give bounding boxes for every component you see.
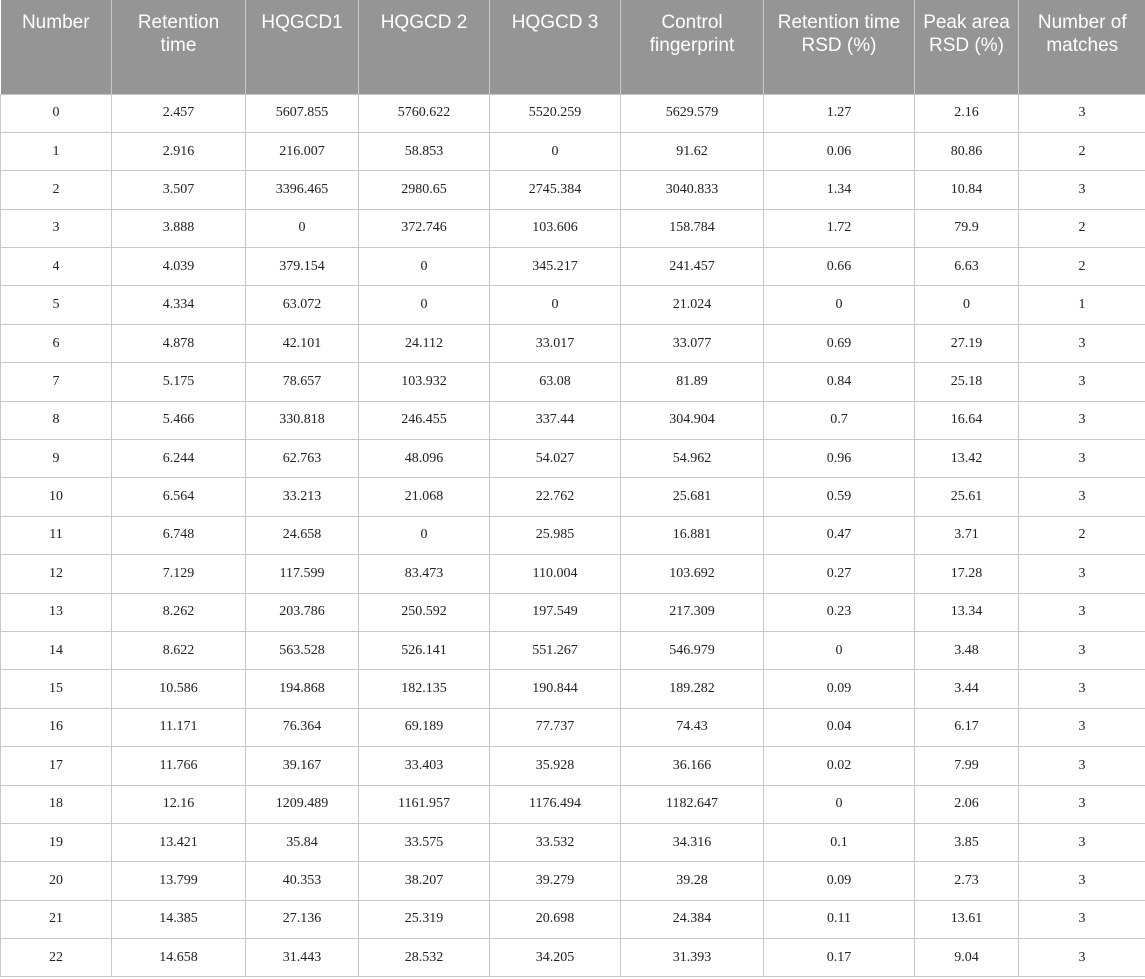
table-cell: 11.171 bbox=[112, 708, 246, 746]
table-cell: 13.42 bbox=[915, 440, 1019, 478]
table-cell: 69.189 bbox=[359, 708, 490, 746]
table-cell: 5760.622 bbox=[359, 94, 490, 132]
table-cell: 33.077 bbox=[621, 324, 764, 362]
table-cell: 2 bbox=[1019, 516, 1145, 554]
table-cell: 246.455 bbox=[359, 401, 490, 439]
table-cell: 2.16 bbox=[915, 94, 1019, 132]
table-row bbox=[1, 286, 1145, 324]
table-cell: 81.89 bbox=[621, 363, 764, 401]
column-header: Peak area RSD (%) bbox=[915, 0, 1019, 94]
table-cell: 194.868 bbox=[246, 670, 359, 708]
table-cell: 13.61 bbox=[915, 900, 1019, 938]
table-cell: 3 bbox=[1019, 171, 1145, 209]
table-cell: 189.282 bbox=[621, 670, 764, 708]
table-cell: 28.532 bbox=[359, 939, 490, 977]
table-row bbox=[1, 785, 1145, 823]
table-cell: 35.928 bbox=[490, 747, 621, 785]
table-cell: 3 bbox=[1019, 708, 1145, 746]
table-cell: 20 bbox=[1, 862, 112, 900]
table-cell: 337.44 bbox=[490, 401, 621, 439]
table-cell: 0.84 bbox=[764, 363, 915, 401]
table-body bbox=[1, 94, 1145, 977]
table-cell: 80.86 bbox=[915, 132, 1019, 170]
table-cell: 15 bbox=[1, 670, 112, 708]
table-cell: 8 bbox=[1, 401, 112, 439]
table-cell: 526.141 bbox=[359, 631, 490, 669]
table-cell: 304.904 bbox=[621, 401, 764, 439]
table-cell: 3 bbox=[1019, 363, 1145, 401]
table-cell: 216.007 bbox=[246, 132, 359, 170]
table-cell: 203.786 bbox=[246, 593, 359, 631]
table-cell: 3.71 bbox=[915, 516, 1019, 554]
table-cell: 3 bbox=[1019, 440, 1145, 478]
table-header bbox=[1, 0, 1145, 94]
table-cell: 10.84 bbox=[915, 171, 1019, 209]
table-cell: 39.28 bbox=[621, 862, 764, 900]
table-cell: 40.353 bbox=[246, 862, 359, 900]
table-cell: 2.916 bbox=[112, 132, 246, 170]
table-cell: 0.7 bbox=[764, 401, 915, 439]
table-cell: 0.66 bbox=[764, 248, 915, 286]
table-cell: 0.69 bbox=[764, 324, 915, 362]
table-cell: 345.217 bbox=[490, 248, 621, 286]
table-cell: 1161.957 bbox=[359, 785, 490, 823]
table-cell: 24.384 bbox=[621, 900, 764, 938]
table-cell: 0.11 bbox=[764, 900, 915, 938]
table-cell: 7.129 bbox=[112, 555, 246, 593]
table-cell: 0 bbox=[490, 286, 621, 324]
table-cell: 12.16 bbox=[112, 785, 246, 823]
column-header: Retention time RSD (%) bbox=[764, 0, 915, 94]
table-cell: 3.507 bbox=[112, 171, 246, 209]
table-cell: 2.73 bbox=[915, 862, 1019, 900]
table-cell: 13.34 bbox=[915, 593, 1019, 631]
table-cell: 25.985 bbox=[490, 516, 621, 554]
table-cell: 63.072 bbox=[246, 286, 359, 324]
table-row bbox=[1, 708, 1145, 746]
table-cell: 13 bbox=[1, 593, 112, 631]
table-cell: 33.575 bbox=[359, 823, 490, 861]
table-cell: 33.403 bbox=[359, 747, 490, 785]
table-cell: 3 bbox=[1019, 939, 1145, 977]
table-cell: 16 bbox=[1, 708, 112, 746]
table-cell: 3 bbox=[1019, 785, 1145, 823]
table-cell: 3 bbox=[1, 209, 112, 247]
table-cell: 0.09 bbox=[764, 670, 915, 708]
table-cell: 0 bbox=[359, 516, 490, 554]
table-cell: 190.844 bbox=[490, 670, 621, 708]
table-cell: 241.457 bbox=[621, 248, 764, 286]
table-cell: 9 bbox=[1, 440, 112, 478]
table-cell: 17 bbox=[1, 747, 112, 785]
table-cell: 38.207 bbox=[359, 862, 490, 900]
table-cell: 2745.384 bbox=[490, 171, 621, 209]
table-row bbox=[1, 132, 1145, 170]
table-cell: 3396.465 bbox=[246, 171, 359, 209]
table-cell: 25.61 bbox=[915, 478, 1019, 516]
table-cell: 78.657 bbox=[246, 363, 359, 401]
table-cell: 16.881 bbox=[621, 516, 764, 554]
table-cell: 24.658 bbox=[246, 516, 359, 554]
table-cell: 3 bbox=[1019, 862, 1145, 900]
table-cell: 6.748 bbox=[112, 516, 246, 554]
table-cell: 158.784 bbox=[621, 209, 764, 247]
table-cell: 5607.855 bbox=[246, 94, 359, 132]
table-cell: 1182.647 bbox=[621, 785, 764, 823]
table-cell: 3 bbox=[1019, 900, 1145, 938]
table-cell: 1 bbox=[1, 132, 112, 170]
table-cell: 2 bbox=[1019, 209, 1145, 247]
table-cell: 8.262 bbox=[112, 593, 246, 631]
table-cell: 25.319 bbox=[359, 900, 490, 938]
table-cell: 3 bbox=[1019, 94, 1145, 132]
table-cell: 0.06 bbox=[764, 132, 915, 170]
table-cell: 2.06 bbox=[915, 785, 1019, 823]
table-cell: 0 bbox=[246, 209, 359, 247]
table-cell: 6.564 bbox=[112, 478, 246, 516]
table-cell: 6.63 bbox=[915, 248, 1019, 286]
table-cell: 35.84 bbox=[246, 823, 359, 861]
table-cell: 0 bbox=[490, 132, 621, 170]
column-header: Number of matches bbox=[1019, 0, 1145, 94]
table-cell: 7 bbox=[1, 363, 112, 401]
table-cell: 36.166 bbox=[621, 747, 764, 785]
table-cell: 77.737 bbox=[490, 708, 621, 746]
table-cell: 76.364 bbox=[246, 708, 359, 746]
table-cell: 34.316 bbox=[621, 823, 764, 861]
column-header: HQGCD 3 bbox=[490, 0, 621, 94]
table-row bbox=[1, 248, 1145, 286]
table-cell: 2 bbox=[1, 171, 112, 209]
table-cell: 0 bbox=[764, 631, 915, 669]
table-cell: 1 bbox=[1019, 286, 1145, 324]
table-cell: 21.068 bbox=[359, 478, 490, 516]
table-cell: 3 bbox=[1019, 555, 1145, 593]
table-cell: 4.334 bbox=[112, 286, 246, 324]
table-cell: 379.154 bbox=[246, 248, 359, 286]
table-row bbox=[1, 209, 1145, 247]
table-cell: 5.175 bbox=[112, 363, 246, 401]
column-header: HQGCD1 bbox=[246, 0, 359, 94]
table-cell: 5 bbox=[1, 286, 112, 324]
table-cell: 1.72 bbox=[764, 209, 915, 247]
table-cell: 0.47 bbox=[764, 516, 915, 554]
table-cell: 0 bbox=[359, 286, 490, 324]
table-cell: 563.528 bbox=[246, 631, 359, 669]
table-cell: 0.09 bbox=[764, 862, 915, 900]
table-cell: 0 bbox=[764, 785, 915, 823]
table-cell: 0 bbox=[359, 248, 490, 286]
table-cell: 3 bbox=[1019, 631, 1145, 669]
table-cell: 39.279 bbox=[490, 862, 621, 900]
table-cell: 14.658 bbox=[112, 939, 246, 977]
table-cell: 21.024 bbox=[621, 286, 764, 324]
table-cell: 17.28 bbox=[915, 555, 1019, 593]
table-row bbox=[1, 900, 1145, 938]
table-row bbox=[1, 631, 1145, 669]
table-cell: 14 bbox=[1, 631, 112, 669]
table-row bbox=[1, 593, 1145, 631]
table-row bbox=[1, 555, 1145, 593]
table-row bbox=[1, 478, 1145, 516]
table-cell: 27.136 bbox=[246, 900, 359, 938]
table-cell: 11 bbox=[1, 516, 112, 554]
column-header: Retention time bbox=[112, 0, 246, 94]
header-row bbox=[1, 0, 1145, 94]
table-cell: 372.746 bbox=[359, 209, 490, 247]
table-cell: 19 bbox=[1, 823, 112, 861]
table-cell: 48.096 bbox=[359, 440, 490, 478]
table-row bbox=[1, 823, 1145, 861]
table-cell: 103.606 bbox=[490, 209, 621, 247]
table-cell: 3 bbox=[1019, 593, 1145, 631]
table-cell: 0 bbox=[1, 94, 112, 132]
table-cell: 5629.579 bbox=[621, 94, 764, 132]
table-row bbox=[1, 171, 1145, 209]
table-cell: 79.9 bbox=[915, 209, 1019, 247]
table-row bbox=[1, 862, 1145, 900]
table-cell: 10.586 bbox=[112, 670, 246, 708]
table-cell: 54.027 bbox=[490, 440, 621, 478]
table-cell: 4.878 bbox=[112, 324, 246, 362]
table-cell: 3.85 bbox=[915, 823, 1019, 861]
table-row bbox=[1, 363, 1145, 401]
table-cell: 4.039 bbox=[112, 248, 246, 286]
table-cell: 3.44 bbox=[915, 670, 1019, 708]
table-cell: 1176.494 bbox=[490, 785, 621, 823]
table-cell: 31.443 bbox=[246, 939, 359, 977]
table-cell: 54.962 bbox=[621, 440, 764, 478]
table-cell: 25.18 bbox=[915, 363, 1019, 401]
table-cell: 3040.833 bbox=[621, 171, 764, 209]
table-row bbox=[1, 401, 1145, 439]
column-header: HQGCD 2 bbox=[359, 0, 490, 94]
table-cell: 25.681 bbox=[621, 478, 764, 516]
table-cell: 4 bbox=[1, 248, 112, 286]
table-cell: 2 bbox=[1019, 248, 1145, 286]
table-cell: 83.473 bbox=[359, 555, 490, 593]
table-cell: 31.393 bbox=[621, 939, 764, 977]
table-cell: 0 bbox=[764, 286, 915, 324]
table-cell: 33.017 bbox=[490, 324, 621, 362]
table-cell: 5520.259 bbox=[490, 94, 621, 132]
table-cell: 3.888 bbox=[112, 209, 246, 247]
table-cell: 2980.65 bbox=[359, 171, 490, 209]
table-cell: 22.762 bbox=[490, 478, 621, 516]
table-cell: 0.27 bbox=[764, 555, 915, 593]
table-cell: 0.17 bbox=[764, 939, 915, 977]
table-row bbox=[1, 747, 1145, 785]
table-cell: 63.08 bbox=[490, 363, 621, 401]
table-cell: 0.1 bbox=[764, 823, 915, 861]
table-cell: 11.766 bbox=[112, 747, 246, 785]
table-cell: 551.267 bbox=[490, 631, 621, 669]
table-cell: 9.04 bbox=[915, 939, 1019, 977]
table-row bbox=[1, 440, 1145, 478]
table-cell: 10 bbox=[1, 478, 112, 516]
table-cell: 21 bbox=[1, 900, 112, 938]
column-header: Number bbox=[1, 0, 112, 94]
table-cell: 5.466 bbox=[112, 401, 246, 439]
table-cell: 12 bbox=[1, 555, 112, 593]
table-cell: 58.853 bbox=[359, 132, 490, 170]
table-cell: 13.421 bbox=[112, 823, 246, 861]
table-cell: 6.17 bbox=[915, 708, 1019, 746]
table-cell: 1209.489 bbox=[246, 785, 359, 823]
table-cell: 6.244 bbox=[112, 440, 246, 478]
table-cell: 3 bbox=[1019, 478, 1145, 516]
table-cell: 3 bbox=[1019, 401, 1145, 439]
table-cell: 1.27 bbox=[764, 94, 915, 132]
table-cell: 0.96 bbox=[764, 440, 915, 478]
table-cell: 34.205 bbox=[490, 939, 621, 977]
table-cell: 0.23 bbox=[764, 593, 915, 631]
table-cell: 117.599 bbox=[246, 555, 359, 593]
table-cell: 217.309 bbox=[621, 593, 764, 631]
table-cell: 20.698 bbox=[490, 900, 621, 938]
table-row bbox=[1, 94, 1145, 132]
table-cell: 62.763 bbox=[246, 440, 359, 478]
table-cell: 0.04 bbox=[764, 708, 915, 746]
table-cell: 3 bbox=[1019, 670, 1145, 708]
table-cell: 2.457 bbox=[112, 94, 246, 132]
table-cell: 0 bbox=[915, 286, 1019, 324]
table-cell: 2 bbox=[1019, 132, 1145, 170]
table-cell: 3.48 bbox=[915, 631, 1019, 669]
column-header: Control fingerprint bbox=[621, 0, 764, 94]
table-cell: 330.818 bbox=[246, 401, 359, 439]
table-cell: 1.34 bbox=[764, 171, 915, 209]
table-cell: 91.62 bbox=[621, 132, 764, 170]
table-row bbox=[1, 324, 1145, 362]
table-cell: 13.799 bbox=[112, 862, 246, 900]
table-cell: 18 bbox=[1, 785, 112, 823]
table-cell: 103.932 bbox=[359, 363, 490, 401]
table-cell: 197.549 bbox=[490, 593, 621, 631]
table-cell: 0.02 bbox=[764, 747, 915, 785]
table-cell: 250.592 bbox=[359, 593, 490, 631]
table-cell: 0.59 bbox=[764, 478, 915, 516]
table-cell: 42.101 bbox=[246, 324, 359, 362]
table-cell: 33.532 bbox=[490, 823, 621, 861]
table-cell: 14.385 bbox=[112, 900, 246, 938]
table-cell: 546.979 bbox=[621, 631, 764, 669]
table-cell: 110.004 bbox=[490, 555, 621, 593]
table-cell: 182.135 bbox=[359, 670, 490, 708]
table-cell: 3 bbox=[1019, 747, 1145, 785]
table-cell: 3 bbox=[1019, 823, 1145, 861]
table-cell: 22 bbox=[1, 939, 112, 977]
table-cell: 7.99 bbox=[915, 747, 1019, 785]
table-cell: 3 bbox=[1019, 324, 1145, 362]
table-cell: 33.213 bbox=[246, 478, 359, 516]
table-cell: 27.19 bbox=[915, 324, 1019, 362]
table-cell: 8.622 bbox=[112, 631, 246, 669]
table-cell: 6 bbox=[1, 324, 112, 362]
table-row bbox=[1, 939, 1145, 977]
table-cell: 39.167 bbox=[246, 747, 359, 785]
table-cell: 16.64 bbox=[915, 401, 1019, 439]
table-cell: 24.112 bbox=[359, 324, 490, 362]
table-cell: 74.43 bbox=[621, 708, 764, 746]
table-row bbox=[1, 670, 1145, 708]
table-cell: 103.692 bbox=[621, 555, 764, 593]
table-row bbox=[1, 516, 1145, 554]
